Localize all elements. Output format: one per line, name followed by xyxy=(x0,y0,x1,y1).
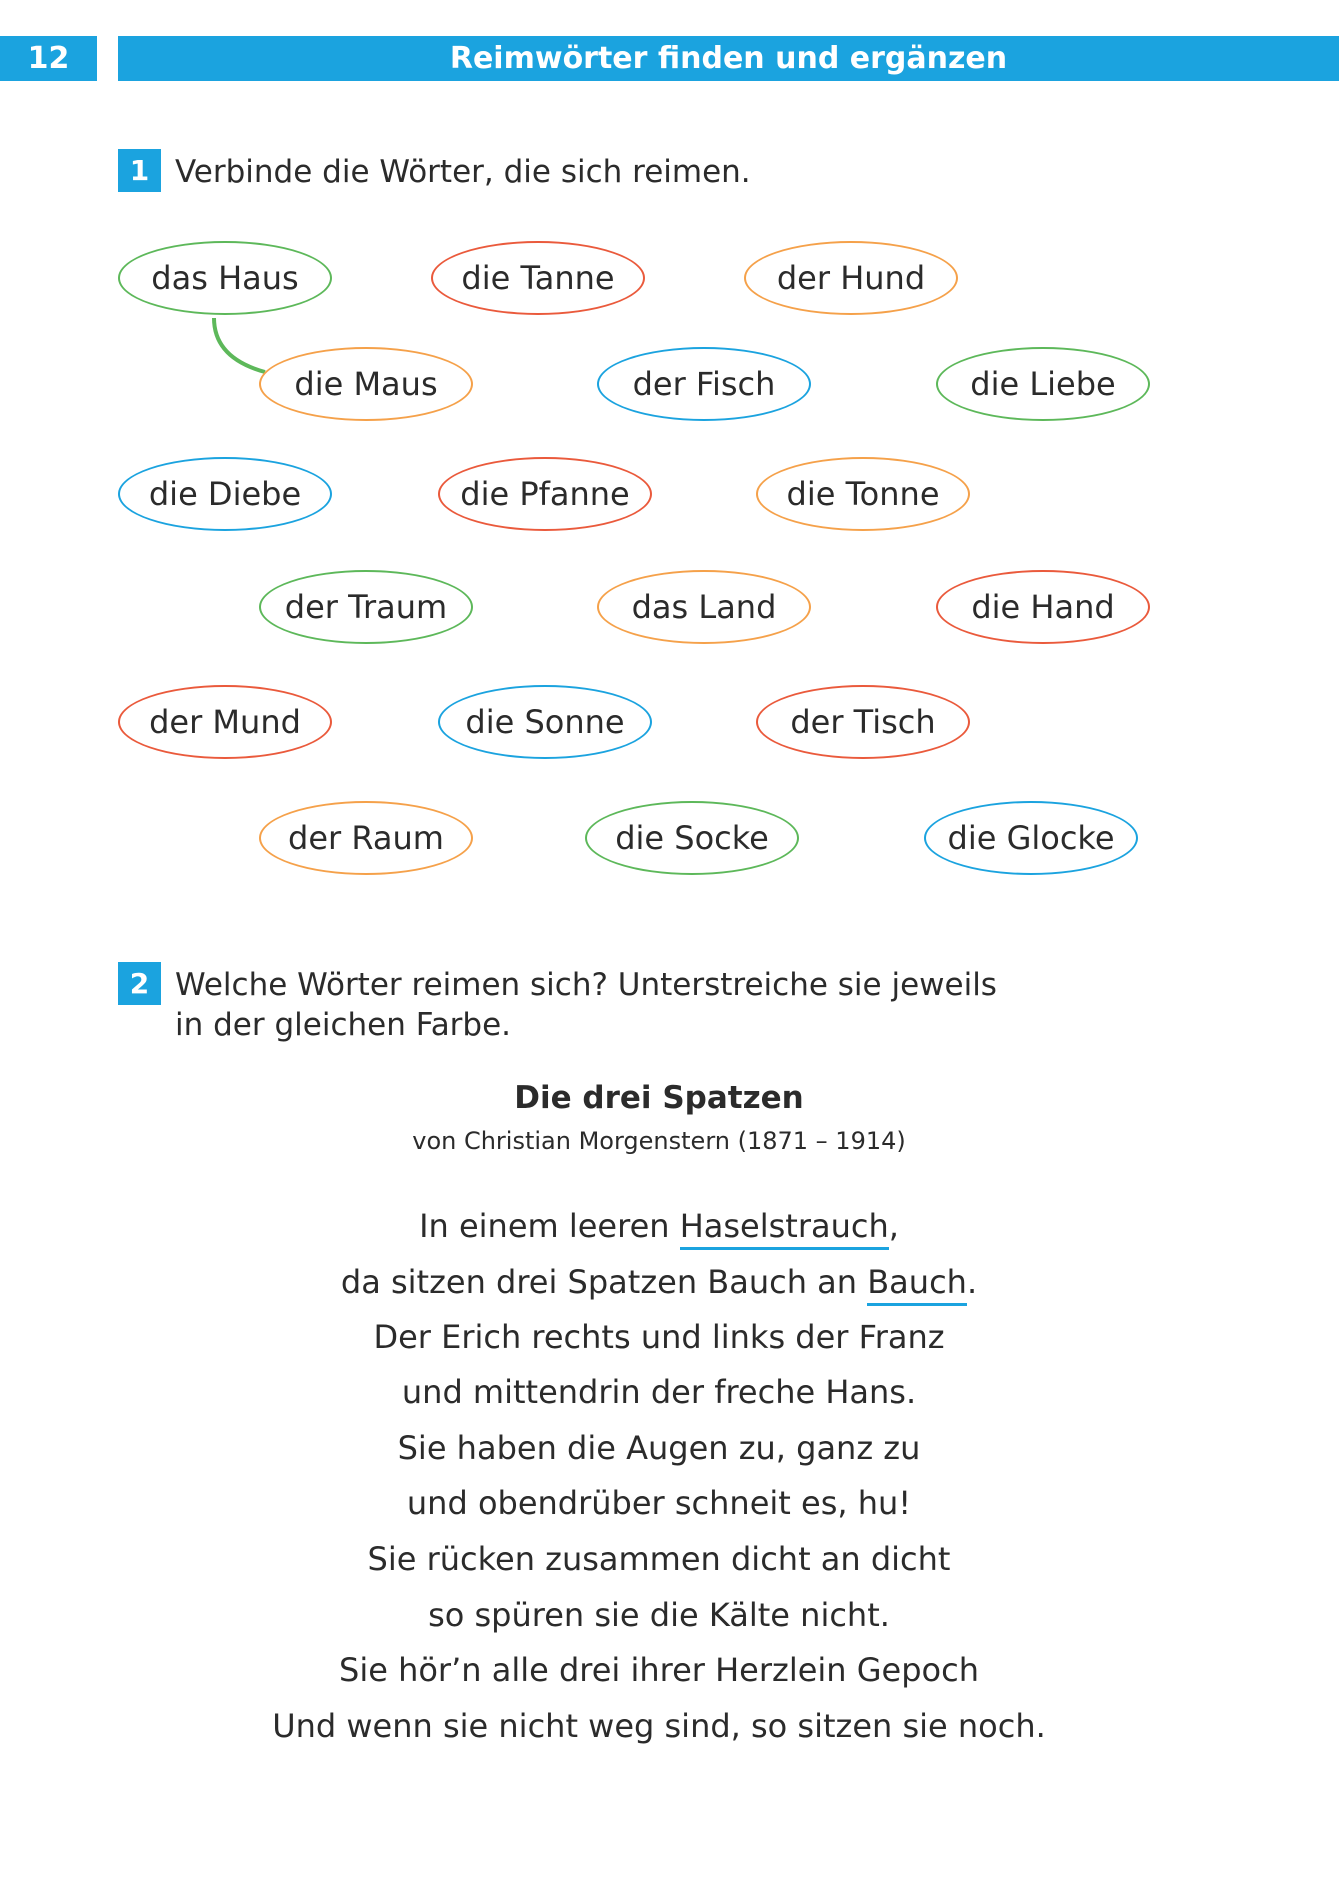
word-der-raum[interactable]: der Raum xyxy=(259,801,473,875)
underlined-word[interactable]: Bauch xyxy=(867,1263,967,1306)
poem-line: Sie haben die Augen zu, ganz zu xyxy=(397,1429,921,1467)
word-der-mund[interactable]: der Mund xyxy=(118,685,332,759)
poem-line: Der Erich rechts und links der Franz xyxy=(373,1318,945,1356)
word-der-fisch[interactable]: der Fisch xyxy=(597,347,811,421)
poem-line: so spüren sie die Kälte nicht. xyxy=(428,1596,890,1634)
poem-line-text: In einem leeren xyxy=(419,1207,680,1245)
poem-line-text: da sitzen drei Spatzen Bauch an xyxy=(340,1263,868,1301)
poem-line: und mittendrin der freche Hans. xyxy=(401,1373,917,1411)
poem-line xyxy=(0,1263,1318,1301)
task-1-instruction: Verbinde die Wörter, die sich reimen. xyxy=(175,154,751,190)
word-das-haus[interactable]: das Haus xyxy=(118,241,332,315)
word-der-traum[interactable]: der Traum xyxy=(259,570,473,644)
poem-line-punct: , xyxy=(888,1207,899,1245)
word-die-pfanne[interactable]: die Pfanne xyxy=(438,457,652,531)
poem-author: von Christian Morgenstern (1871 – 1914) xyxy=(412,1127,906,1155)
word-die-tonne[interactable]: die Tonne xyxy=(756,457,970,531)
poem-line-punct: . xyxy=(966,1263,978,1301)
poem-title: Die drei Spatzen xyxy=(514,1080,804,1116)
poem-line: Sie rücken zusammen dicht an dicht xyxy=(367,1540,951,1578)
word-die-socke[interactable]: die Socke xyxy=(585,801,799,875)
word-das-land[interactable]: das Land xyxy=(597,570,811,644)
poem-line xyxy=(0,1207,1318,1245)
page-number: 12 xyxy=(0,36,97,81)
task-1-number: 1 xyxy=(118,149,161,192)
task-2-instruction-line-2: in der gleichen Farbe. xyxy=(175,1007,512,1043)
task-2-instruction-line-1: Welche Wörter reimen sich? Unterstreiche sie jeweils xyxy=(175,967,997,1003)
word-die-tanne[interactable]: die Tanne xyxy=(431,241,645,315)
page-title: Reimwörter finden und ergänzen xyxy=(118,36,1339,81)
poem-line: Sie hör’n alle drei ihrer Herzlein Gepoch xyxy=(339,1651,979,1689)
word-die-sonne[interactable]: die Sonne xyxy=(438,685,652,759)
word-die-diebe[interactable]: die Diebe xyxy=(118,457,332,531)
poem-line: Und wenn sie nicht weg sind, so sitzen sie noch. xyxy=(272,1707,1046,1745)
word-die-maus[interactable]: die Maus xyxy=(259,347,473,421)
word-die-glocke[interactable]: die Glocke xyxy=(924,801,1138,875)
word-der-tisch[interactable]: der Tisch xyxy=(756,685,970,759)
poem-line: und obendrüber schneit es, hu! xyxy=(406,1484,912,1522)
word-die-hand[interactable]: die Hand xyxy=(936,570,1150,644)
word-die-liebe[interactable]: die Liebe xyxy=(936,347,1150,421)
underlined-word[interactable]: Haselstrauch xyxy=(680,1207,889,1250)
word-der-hund[interactable]: der Hund xyxy=(744,241,958,315)
task-2-number: 2 xyxy=(118,962,161,1005)
